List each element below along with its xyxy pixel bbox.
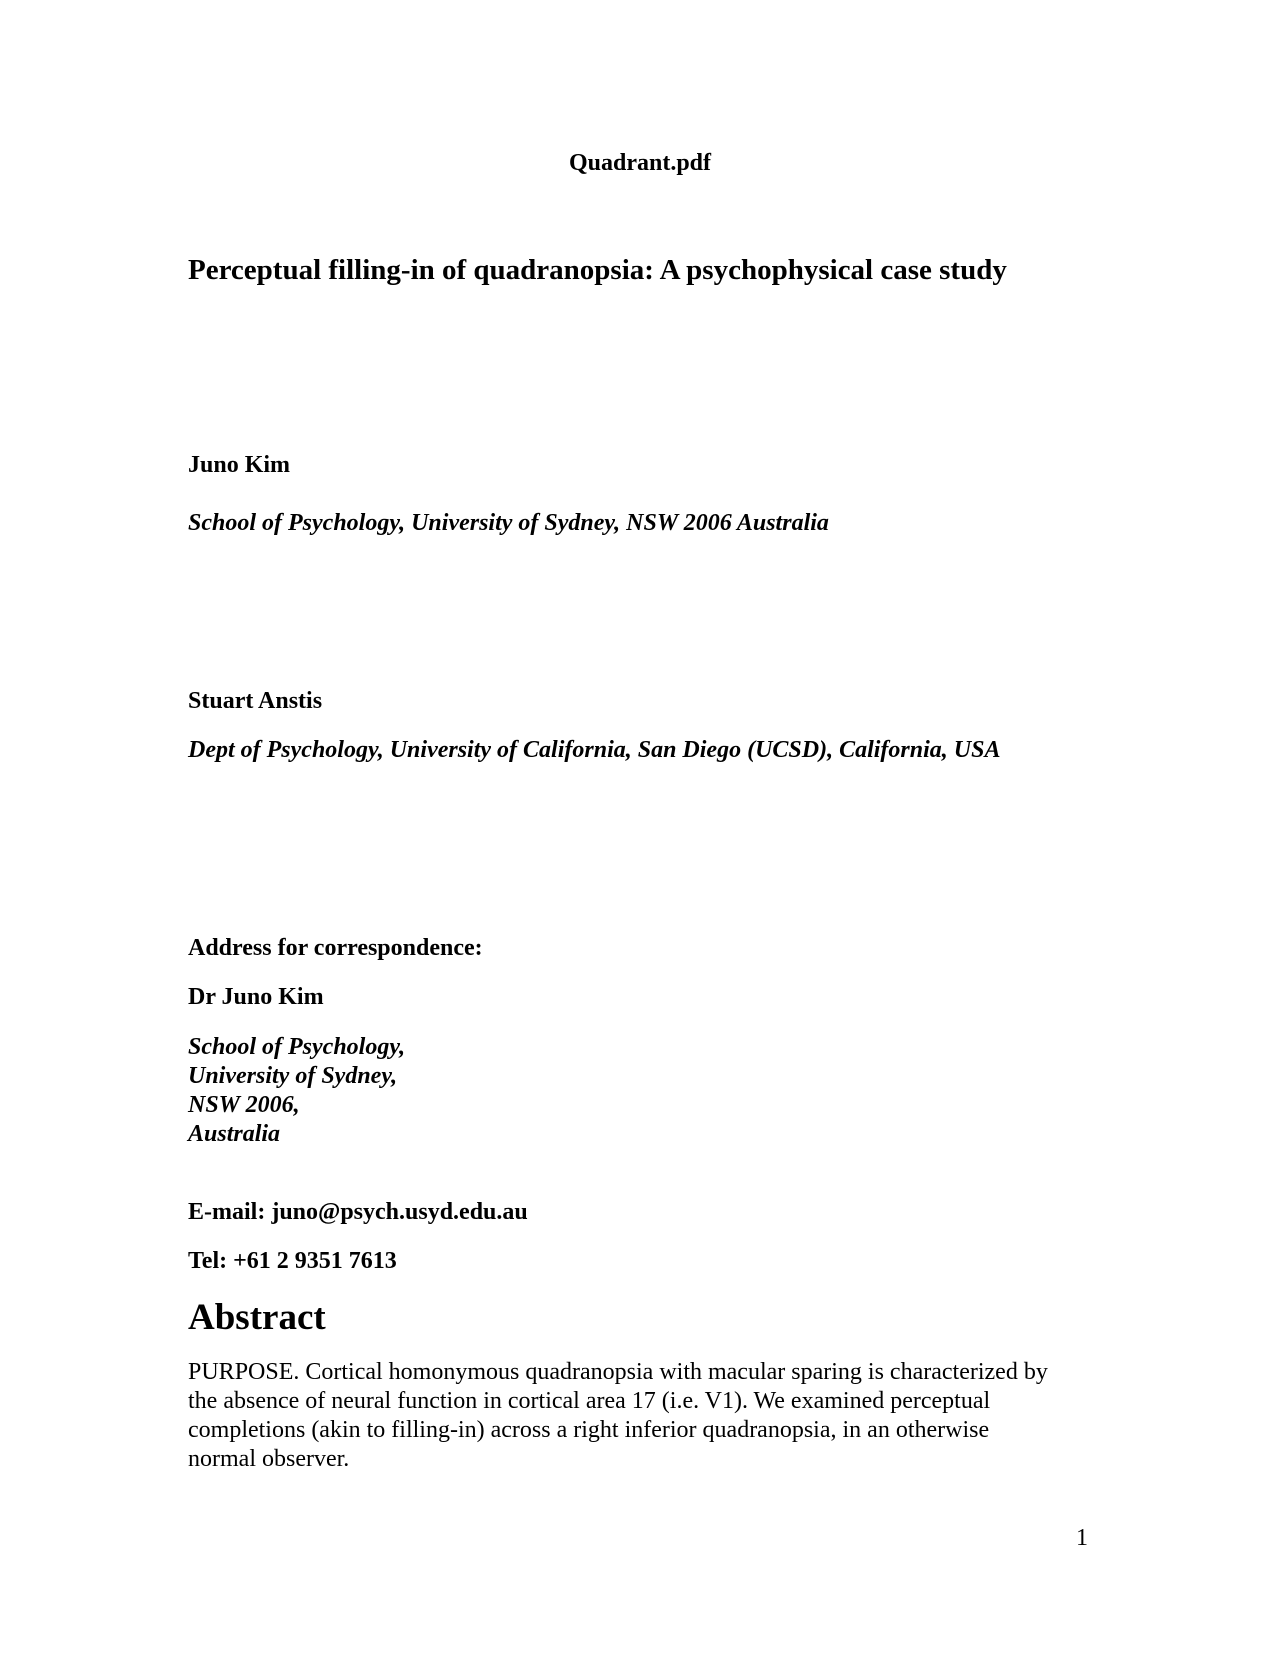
paper-title: Perceptual filling-in of quadranopsia: A psychophysical case study <box>188 254 1007 286</box>
correspondence-email: E-mail: juno@psych.usyd.edu.au <box>188 1199 528 1225</box>
correspondence-name: Dr Juno Kim <box>188 984 324 1010</box>
correspondence-label: Address for correspondence: <box>188 935 483 961</box>
author-name: Juno Kim <box>188 452 291 478</box>
correspondence-address <box>188 1033 405 1149</box>
correspondence-tel: Tel: +61 2 9351 7613 <box>188 1248 397 1274</box>
page-number: 1 <box>1076 1525 1088 1551</box>
abstract-body <box>188 1358 1108 1474</box>
address-line: School of Psychology, <box>188 1034 406 1060</box>
abstract-line: PURPOSE. Cortical homonymous quadranopsia with macular sparing is characterized by <box>188 1359 1048 1385</box>
address-line: University of Sydney, <box>188 1063 398 1089</box>
abstract-line: normal observer. <box>188 1446 350 1472</box>
address-line: Australia <box>188 1121 281 1147</box>
document-filename-header: Quadrant.pdf <box>568 150 712 176</box>
address-line: NSW 2006, <box>188 1092 300 1118</box>
author-name: Stuart Anstis <box>188 688 323 714</box>
author-affiliation: Dept of Psychology, University of California, San Diego (UCSD), California, USA <box>188 737 1001 763</box>
abstract-heading: Abstract <box>188 1297 326 1338</box>
abstract-line: the absence of neural function in cortical area 17 (i.e. V1). We examined perceptual <box>188 1388 991 1414</box>
author-affiliation: School of Psychology, University of Sydney, NSW 2006 Australia <box>188 510 829 536</box>
abstract-line: completions (akin to filling-in) across a right inferior quadranopsia, in an otherwise <box>188 1417 990 1443</box>
